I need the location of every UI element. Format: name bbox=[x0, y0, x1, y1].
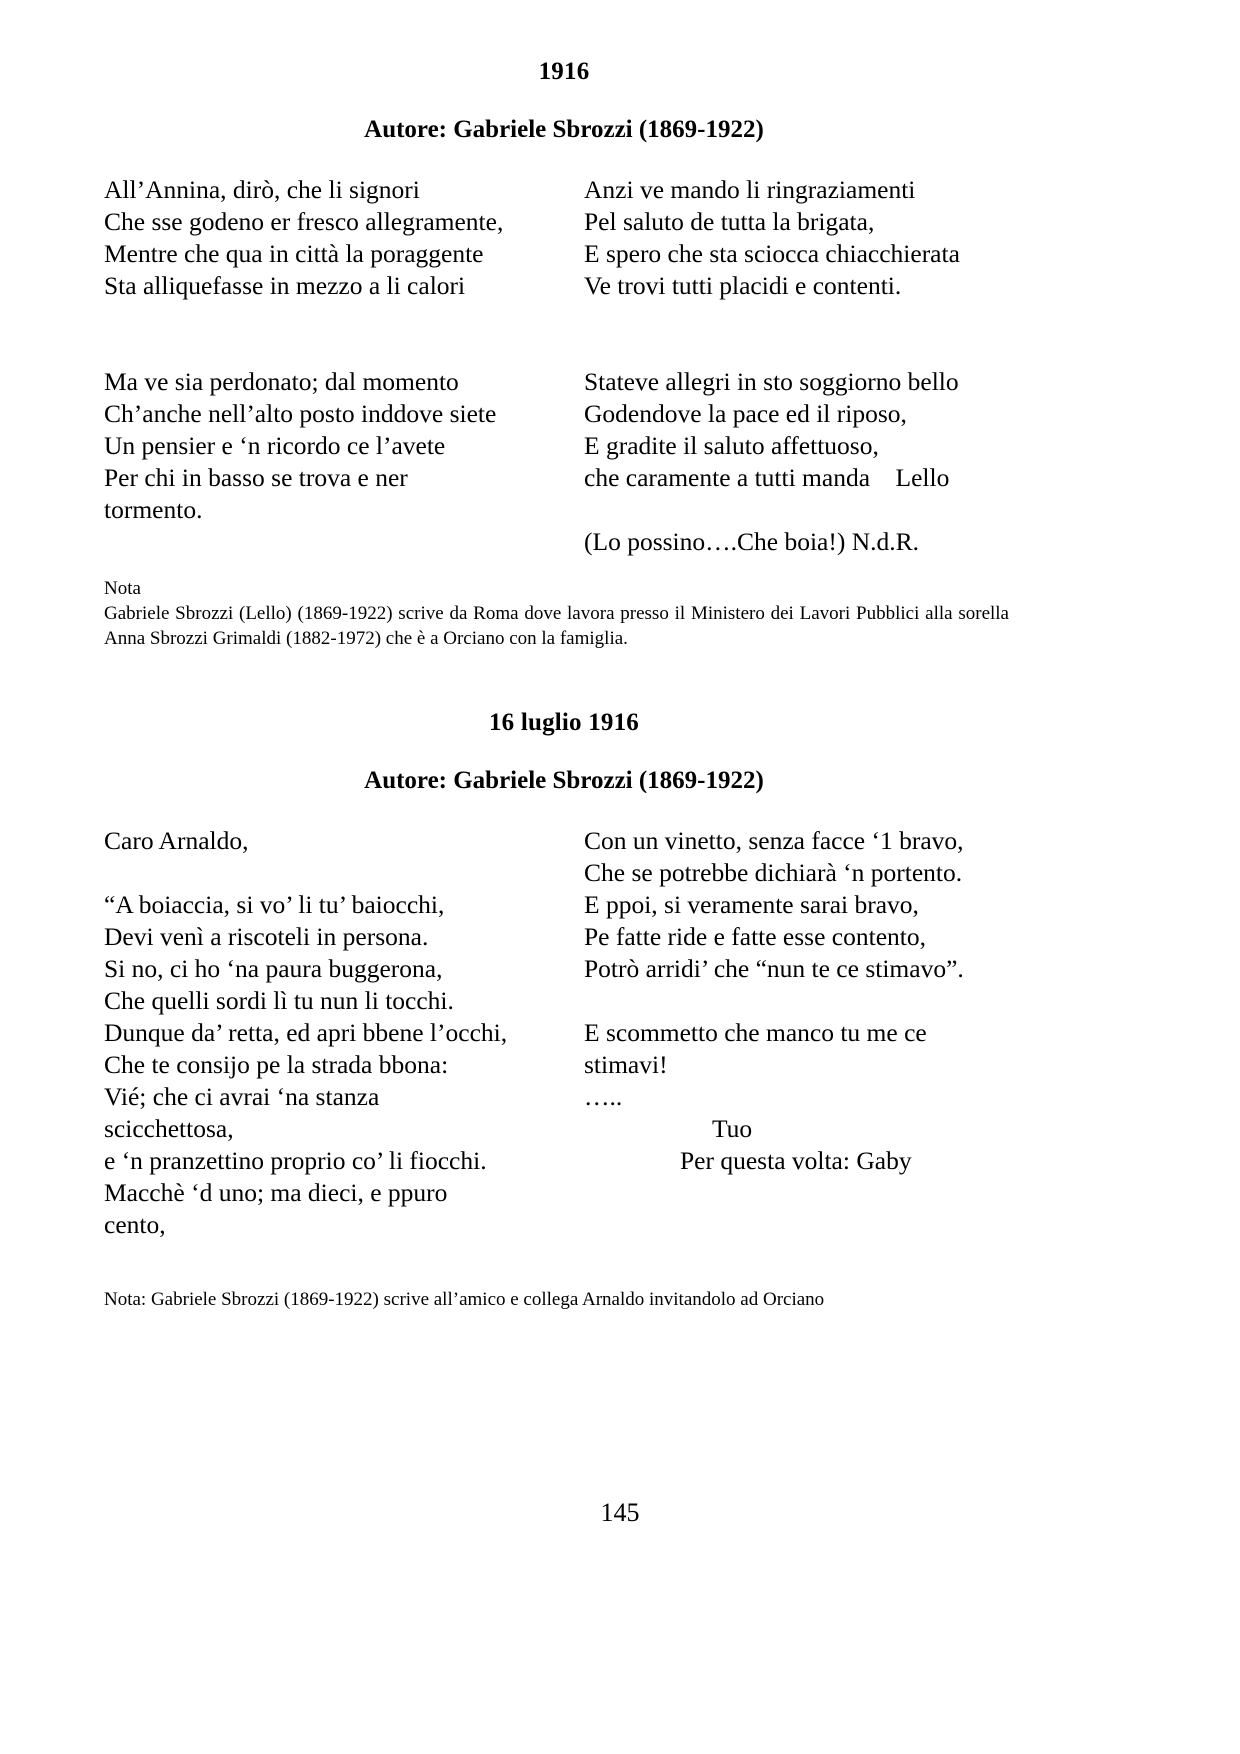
section-1-right-column bbox=[584, 174, 1024, 558]
poem-line: stimavi! bbox=[584, 1050, 668, 1079]
poem-line: E ppoi, si veramente sarai bravo, bbox=[584, 890, 919, 919]
poem-line: Mentre che qua in città la poraggente bbox=[104, 239, 484, 268]
poem-line: Pe fatte ride e fatte esse contento, bbox=[584, 922, 926, 951]
poem-line: Potrò arridi’ che “nun te ce stimavo”. bbox=[584, 954, 964, 983]
signature-line: Tuo bbox=[712, 1114, 753, 1143]
nota-gap-1 bbox=[104, 558, 1024, 576]
poem-line-ellipsis: ….. bbox=[584, 1082, 623, 1111]
section-2-date-heading: 16 luglio 1916 bbox=[488, 709, 640, 736]
poem-line: Devi venì a riscoteli in persona. bbox=[104, 922, 429, 951]
section-1-note bbox=[104, 576, 1009, 651]
poem-line: Vié; che ci avrai ‘na stanza bbox=[104, 1082, 380, 1111]
poem-line: Godendove la pace ed il riposo, bbox=[584, 399, 907, 428]
section-gap bbox=[104, 651, 1024, 709]
poem-line: Sta alliquefasse in mezzo a li calori bbox=[104, 271, 466, 300]
poem-line: E spero che sta sciocca chiacchierata bbox=[584, 239, 960, 268]
poem-line-editor-note: (Lo possino….Che boia!) N.d.R. bbox=[584, 527, 920, 556]
nota-gap-2 bbox=[104, 1241, 1024, 1287]
poem-section-2 bbox=[104, 709, 1024, 1312]
poem-line: Ch’anche nell’alto posto inddove siete bbox=[104, 399, 497, 428]
section-2-poem-columns bbox=[104, 825, 1024, 1241]
poem-line: Macchè ‘d uno; ma dieci, e ppuro bbox=[104, 1178, 448, 1207]
poem-line: e ‘n pranzettino proprio co’ li fiocchi. bbox=[104, 1146, 487, 1175]
poem-line: All’Annina, dirò, che li signori bbox=[104, 175, 420, 204]
poem-line: Pel saluto de tutta la brigata, bbox=[584, 207, 875, 236]
poem-line-blank bbox=[104, 334, 572, 366]
poem-line: Si no, ci ho ‘na paura buggerona, bbox=[104, 954, 443, 983]
poem-line: che caramente a tutti manda Lello bbox=[584, 463, 950, 492]
note-body: Gabriele Sbrozzi (Lello) (1869-1922) scrive da Roma dove lavora presso il Ministero dei Lavori Pubblici alla sorella Anna Sbrozzi Grimaldi (1882-1972) che è a Orciano con la famiglia. bbox=[104, 603, 1009, 649]
poem-line: tormento. bbox=[104, 495, 203, 524]
poem-section-1 bbox=[104, 58, 1024, 651]
poem-line: Dunque da’ retta, ed apri bbene l’occhi, bbox=[104, 1018, 508, 1047]
poem-line-blank bbox=[584, 494, 1024, 526]
page-number: 145 bbox=[600, 1498, 640, 1527]
poem-line-blank bbox=[104, 302, 572, 334]
poem-line: Che te consijo pe la strada bbona: bbox=[104, 1050, 449, 1079]
section-2-right-column bbox=[584, 825, 1024, 1177]
section-1-date-heading: 1916 bbox=[538, 58, 590, 85]
heading-gap-1 bbox=[104, 86, 1024, 116]
poem-line: “A boiaccia, si vo’ li tu’ baiocchi, bbox=[104, 890, 445, 919]
note-body: Nota: Gabriele Sbrozzi (1869-1922) scrive all’amico e collega Arnaldo invitandolo ad Orciano bbox=[104, 1289, 825, 1310]
poem-line: Ve trovi tutti placidi e contenti. bbox=[584, 271, 902, 300]
top-spacer bbox=[104, 0, 1024, 58]
author-gap-1 bbox=[104, 144, 1024, 174]
poem-line-blank bbox=[584, 334, 1024, 366]
salutation-line: Caro Arnaldo, bbox=[104, 826, 249, 855]
poem-line-blank bbox=[584, 985, 1024, 1017]
poem-line: scicchettosa, bbox=[104, 1114, 234, 1143]
heading-gap-2 bbox=[104, 737, 1024, 767]
poem-line: Anzi ve mando li ringraziamenti bbox=[584, 175, 916, 204]
poem-line: Che se potrebbe dichiarà ‘n portento. bbox=[584, 858, 963, 887]
author-gap-2 bbox=[104, 795, 1024, 825]
poem-line-blank bbox=[584, 302, 1024, 334]
section-1-author-heading: Autore: Gabriele Sbrozzi (1869-1922) bbox=[364, 116, 764, 143]
poem-line-blank bbox=[104, 857, 572, 889]
poem-line: cento, bbox=[104, 1210, 166, 1239]
poem-line: E scommetto che manco tu me ce bbox=[584, 1018, 927, 1047]
poem-line: Che sse godeno er fresco allegramente, bbox=[104, 207, 504, 236]
section-1-poem-columns bbox=[104, 174, 1024, 558]
section-2-left-column bbox=[104, 825, 584, 1241]
poem-line: Un pensier e ‘n ricordo ce l’avete bbox=[104, 431, 446, 460]
page-content bbox=[104, 0, 1024, 1312]
poem-line: Stateve allegri in sto soggiorno bello bbox=[584, 367, 959, 396]
poem-line: E gradite il saluto affettuoso, bbox=[584, 431, 879, 460]
section-2-note bbox=[104, 1287, 1009, 1312]
section-2-author-heading: Autore: Gabriele Sbrozzi (1869-1922) bbox=[364, 767, 764, 794]
poem-line: Con un vinetto, senza facce ‘1 bravo, bbox=[584, 826, 964, 855]
poem-line: Per chi in basso se trova e ner bbox=[104, 463, 408, 492]
signature-line: Per questa volta: Gaby bbox=[680, 1146, 912, 1175]
poem-line: Che quelli sordi lì tu nun li tocchi. bbox=[104, 986, 454, 1015]
poem-line: Ma ve sia perdonato; dal momento bbox=[104, 367, 459, 396]
section-1-left-column bbox=[104, 174, 584, 526]
note-label: Nota bbox=[104, 578, 141, 599]
